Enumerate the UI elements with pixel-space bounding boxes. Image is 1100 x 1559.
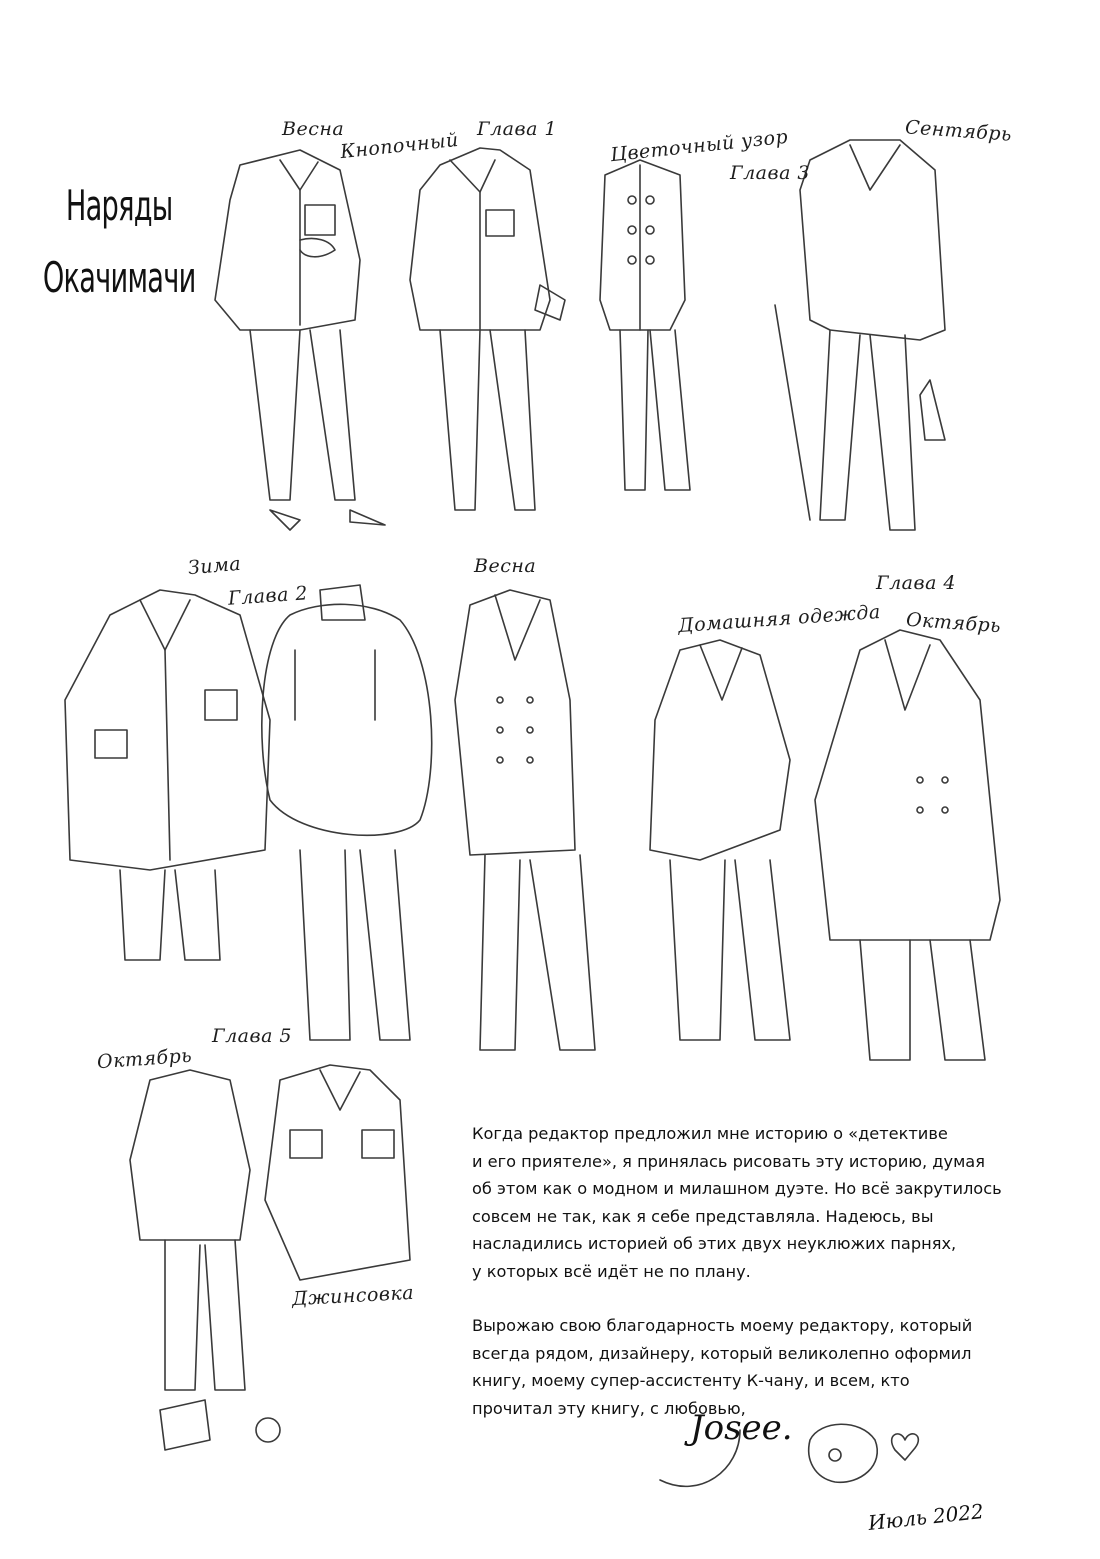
note-line: Когда редактор предложил мне историю о «детективе <box>472 1124 948 1143</box>
label-chapter-5: Глава 5 <box>212 1025 293 1047</box>
label-october-2: Октябрь <box>96 1044 193 1074</box>
label-september: Сентябрь <box>904 116 1013 146</box>
note-line: у которых всё идёт не по плану. <box>472 1261 751 1281</box>
note-line: Вырожаю свою благодарность моему редактору, который <box>472 1316 973 1335</box>
label-home-clothes: Домашняя одежда <box>677 600 882 638</box>
note-line: книгу, моему супер-ассистенту К-чану, и всем, кто <box>472 1371 910 1390</box>
sketch-spring-coat <box>455 590 595 1050</box>
label-button-style: Кнопочный <box>339 128 460 164</box>
sketch-winter-jacket <box>65 590 270 960</box>
note-line: всегда рядом, дизайнеру, который великолепно оформил <box>472 1343 972 1363</box>
label-chapter-2: Глава 2 <box>227 582 309 610</box>
author-signature: Josee. <box>690 1408 793 1448</box>
sketch-puffer-jacket <box>262 585 432 1040</box>
label-chapter-4: Глава 4 <box>876 572 957 594</box>
title-line-1: Наряды <box>65 181 173 230</box>
label-chapter-1: Глава 1 <box>477 118 558 140</box>
label-october-1: Октябрь <box>905 608 1002 638</box>
sketch-home-clothes <box>650 640 790 1040</box>
label-denim-jacket: Джинсовка <box>291 1281 415 1311</box>
note-paragraph-2 <box>472 1312 1092 1422</box>
author-note <box>472 1120 1092 1422</box>
sketch-october-coat <box>815 630 1000 1060</box>
sketch-chapter1-outfit <box>410 148 565 510</box>
label-flower-pattern: Цветочный узор <box>609 125 790 167</box>
signature-date: Июль 2022 <box>867 1499 985 1535</box>
sketch-september-outfit <box>775 140 945 530</box>
note-line: и его приятеле», я принялась рисовать эту историю, думая <box>472 1151 985 1171</box>
sketch-denim-jacket <box>265 1065 410 1280</box>
page-title <box>40 170 198 314</box>
note-line: об этом как о модном и милашном дуэте. Но всё закрутилось <box>472 1179 1002 1198</box>
note-line: насладились историей об этих двух неуклюжих парнях, <box>472 1234 957 1253</box>
note-line: прочитал эту книгу, с любовью, <box>472 1398 746 1418</box>
label-spring-1: Весна <box>282 118 345 140</box>
label-chapter-3: Глава 3 <box>730 162 811 184</box>
sketch-october-sweater <box>130 1070 280 1450</box>
label-spring-2: Весна <box>474 555 537 577</box>
label-winter: Зима <box>187 552 243 580</box>
note-paragraph-1 <box>472 1120 1092 1285</box>
note-line: совсем не так, как я себе представляла. Надеюсь, вы <box>472 1206 934 1226</box>
title-line-2: Окачимачи <box>42 253 196 302</box>
sketch-flower-outfit <box>600 160 690 490</box>
sketch-spring-jacket <box>215 150 385 530</box>
